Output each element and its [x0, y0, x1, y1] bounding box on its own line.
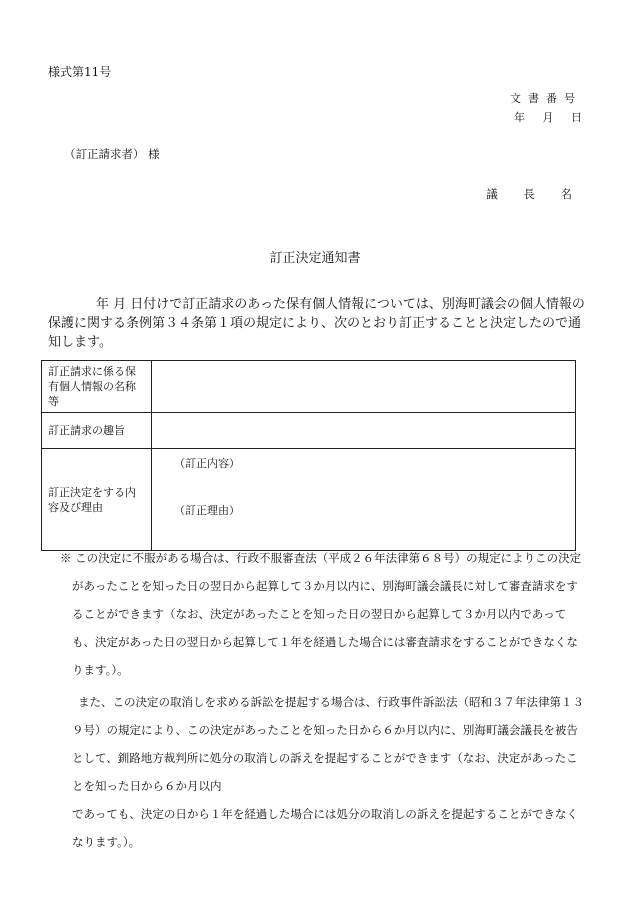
request-purpose-label: 訂正請求の趣旨 — [42, 413, 152, 449]
document-title: 訂正決定通知書 — [269, 251, 361, 266]
document-number-label: 文書番号 — [510, 92, 582, 105]
requester-addressee: （訂正請求者） 様 — [64, 147, 160, 161]
request-purpose-cell — [152, 413, 576, 449]
personal-info-name-label: 訂正請求に係る保有個人情報の名称等 — [42, 361, 152, 413]
notes — [60, 544, 588, 856]
lawsuit-note — [60, 688, 588, 856]
date-line: 年 月 日 — [514, 111, 582, 124]
lawsuit-note-part2: であっても、決定の日から１年を経過した場合には処分の取消しの訴えを提起することができなくなります。）。 — [72, 807, 578, 849]
decision-table — [41, 360, 576, 551]
table-row — [42, 413, 576, 449]
chairman-name: 議 長 名 — [486, 187, 572, 201]
correction-reason-label: （訂正理由） — [174, 504, 240, 517]
correction-content-label: （訂正内容） — [174, 457, 240, 470]
lawsuit-note-part1: また、この決定の取消しを求める訴訟を提起する場合は、行政事件訴訟法（昭和３７年法律第１３９号）の規定により、この決定があったことを知った日から６か月以内に、別海町議会議長を被告として、釧路地方裁判所に処分の取消しの訴えを提起することができます（なお、決定があったことを知った日から６か月以内 — [72, 695, 584, 793]
appeal-note: ※ この決定に不服がある場合は、行政不服審査法（平成２６年法律第６８号）の規定によりこの決定があったことを知った日の翌日から起算して３か月以内に、別海町議会議長に対して審査請求をすることができます（なお、決定があったことを知った日の翌日から起算して３か月以内であっても、決定があった日の翌日から起算して１年を経過した場合には審査請求をすることができなくなります。）。 — [60, 551, 582, 677]
table-row — [42, 449, 576, 551]
decision-content-label: 訂正決定をする内容及び理由 — [42, 449, 152, 551]
personal-info-name-cell — [152, 361, 576, 413]
table-row — [42, 361, 576, 413]
form-number: 様式第11号 — [48, 65, 112, 79]
intro-paragraph: 年 月 日付けで訂正請求のあった保有個人情報については、別海町議会の個人情報の保護に関する条例第３４条第１項の規定により、次のとおり訂正することと決定したので通知します。 — [48, 297, 585, 350]
decision-content-cell — [152, 449, 576, 551]
